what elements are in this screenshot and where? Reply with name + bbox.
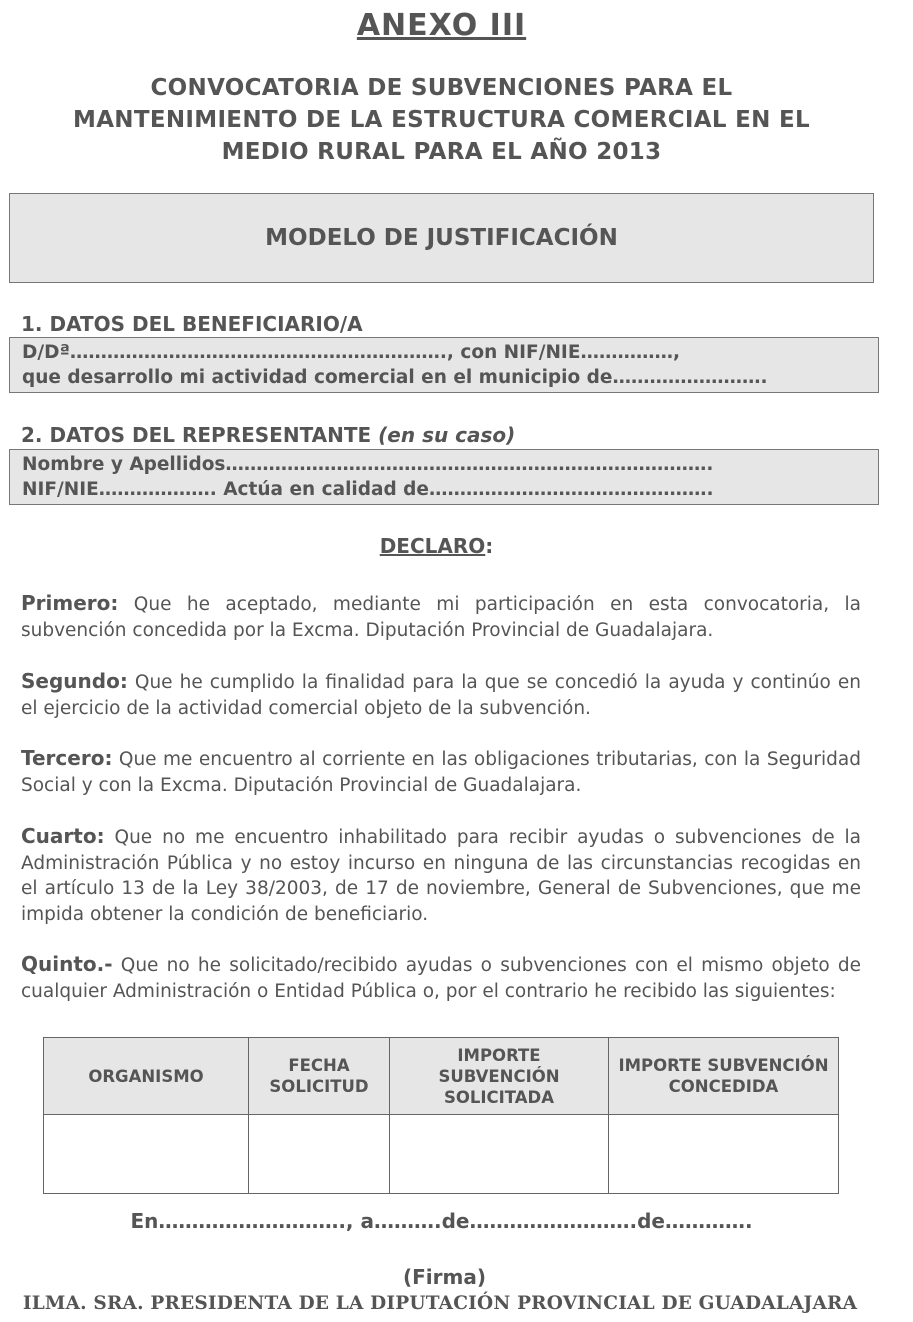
model-title: MODELO DE JUSTIFICACIÓN	[265, 225, 618, 251]
declaration-segundo	[21, 669, 861, 721]
cell-importe-concedida[interactable]	[609, 1115, 839, 1194]
table-header-row	[44, 1038, 839, 1115]
model-title-box	[9, 193, 874, 283]
subtitle-line: MANTENIMIENTO DE LA ESTRUCTURA COMERCIAL EN EL	[73, 107, 810, 133]
cell-organismo[interactable]	[44, 1115, 249, 1194]
declaration-lead: Tercero:	[21, 746, 113, 770]
declaro-label: DECLARO	[379, 534, 486, 558]
declaration-text: Que he aceptado, mediante mi participación en esta convocatoria, la subvención concedida por la Excma. Diputación Provincial de Guadalajara.	[21, 594, 861, 641]
declaration-tercero	[21, 746, 861, 798]
declaro-suffix: :	[485, 534, 494, 558]
table-row	[44, 1115, 839, 1194]
declaration-text: Que me encuentro al corriente en las obligaciones tributarias, con la Seguridad Social y con la Excma. Diputación Provincial de Guadalajara.	[21, 749, 861, 796]
beneficiary-name-line[interactable]: D/Dª……………………………………………………., con NIF/NIE……………,	[22, 342, 680, 363]
declaro-heading	[0, 534, 873, 558]
section2-heading	[21, 423, 515, 447]
document-subtitle	[0, 72, 883, 168]
section2-heading-note: (en su caso)	[378, 423, 516, 447]
representative-data-box	[9, 449, 879, 505]
place-date-line[interactable]: En………………………., a……….de…………………….de………….	[130, 1209, 753, 1233]
declaration-quinto	[21, 952, 861, 1004]
document-title: ANEXO III	[356, 8, 527, 43]
subsidies-table	[43, 1037, 839, 1194]
col-importe-solicitada: IMPORTE SUBVENCIÓN SOLICITADA	[390, 1038, 609, 1115]
section1-heading: 1. DATOS DEL BENEFICIARIO/A	[21, 312, 363, 336]
declaration-lead: Primero:	[21, 591, 119, 615]
cell-fecha-solicitud[interactable]	[249, 1115, 390, 1194]
declaration-lead: Segundo:	[21, 669, 128, 693]
section2-heading-text: 2. DATOS DEL REPRESENTANTE	[21, 423, 372, 447]
col-organismo: ORGANISMO	[44, 1038, 249, 1115]
declaration-lead: Cuarto:	[21, 824, 105, 848]
declaration-text: Que no he solicitado/recibido ayudas o subvenciones con el mismo objeto de cualquier Administración o Entidad Pública o, por el contrario he recibido las siguientes:	[21, 955, 861, 1002]
representative-nif-line[interactable]: NIF/NIE………………. Actúa en calidad de……………………………………….	[22, 479, 714, 500]
declaration-lead: Quinto.-	[21, 952, 113, 976]
cell-importe-solicitada[interactable]	[390, 1115, 609, 1194]
beneficiary-municipality-line[interactable]: que desarrollo mi actividad comercial en el municipio de…………………….	[22, 367, 768, 388]
declaration-text: Que he cumplido la finalidad para la que se concedió la ayuda y continúo en el ejercicio de la actividad comercial objeto de la subvención.	[21, 672, 861, 719]
beneficiary-data-box	[9, 337, 879, 393]
representative-name-line[interactable]: Nombre y Apellidos…………………………………………………………………….	[22, 454, 714, 475]
addressee-line: ILMA. SRA. PRESIDENTA DE LA DIPUTACIÓN PROVINCIAL DE GUADALAJARA	[22, 1293, 858, 1314]
subtitle-line: MEDIO RURAL PARA EL AÑO 2013	[221, 139, 662, 165]
declaration-primero	[21, 591, 861, 643]
signature-label: (Firma)	[403, 1265, 486, 1289]
declaration-text: Que no me encuentro inhabilitado para recibir ayudas o subvenciones de la Administración Pública y no estoy incurso en ninguna de las circunstancias recogidas en el artículo 13 de la Ley 38/2003, de 17 de noviembre, General de Subvenciones, que me impida obtener la condición de beneficiario.	[21, 827, 861, 925]
subtitle-line: CONVOCATORIA DE SUBVENCIONES PARA EL	[150, 75, 733, 101]
col-importe-concedida: IMPORTE SUBVENCIÓN CONCEDIDA	[609, 1038, 839, 1115]
col-fecha-solicitud: FECHA SOLICITUD	[249, 1038, 390, 1115]
declaration-cuarto	[21, 824, 861, 927]
